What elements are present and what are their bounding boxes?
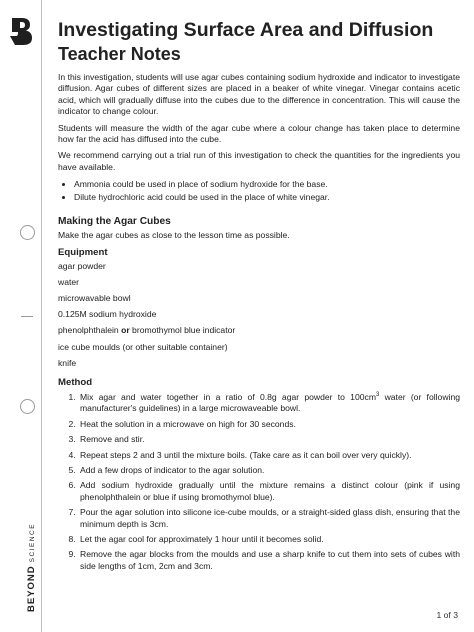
equipment-list	[58, 260, 460, 373]
step-text: Mix agar and water together in a ratio of 0.8g agar powder to 100cm	[80, 391, 376, 402]
method-step: 3. Remove and stir.	[78, 434, 460, 445]
document-title: Investigating Surface Area and Diffusion	[58, 19, 434, 41]
method-step: 6. Add sodium hydroxide gradually until the mixture remains a distinct colour (pink if using phenolphthalein or blue if using bromothymol blue).	[78, 480, 460, 503]
method-step: 2. Heat the solution in a microwave on high for 30 seconds.	[78, 419, 460, 430]
indicator-or: or	[121, 325, 130, 336]
method-step	[78, 392, 460, 415]
superscript: 3	[375, 392, 380, 399]
document-body	[58, 18, 460, 576]
method-step: 4. Repeat steps 2 and 3 until the mixture boils. (Take care as it can boil over very quickly).	[78, 450, 460, 461]
section-intro: Make the agar cubes as close to the lesson time as possible.	[58, 230, 290, 241]
list-item: • Dilute hydrochloric acid could be used in the place of white vinegar.	[74, 191, 460, 203]
indicator-text: bromothymol blue indicator	[129, 325, 236, 336]
intro-paragraph: Students will measure the width of the agar cube where a colour change has taken place to determine how far the acid has diffused into the cube.	[58, 122, 460, 145]
intro-paragraph: We recommend carrying out a trial run of this investigation to check the quantities for the ingredients you have available.	[58, 150, 460, 172]
notes-list	[58, 178, 460, 203]
brand-word-beyond: BEYOND	[26, 565, 37, 612]
list-item: knife	[58, 357, 77, 368]
binder-hole	[20, 399, 35, 414]
list-item: agar powder	[58, 260, 106, 271]
document-subtitle: Teacher Notes	[58, 44, 181, 64]
list-item: • Ammonia could be used in place of sodium hydroxide for the base.	[74, 178, 460, 190]
beyond-logo-icon	[8, 16, 34, 46]
method-list	[58, 392, 460, 572]
method-step: 5. Add a few drops of indicator to the agar solution.	[78, 465, 460, 476]
brand-word-science: SCIENCE	[29, 522, 36, 563]
equipment-heading: Equipment	[58, 246, 108, 258]
page-number: 1 of 3	[436, 610, 458, 620]
list-item: water	[58, 276, 80, 287]
step-text: water (or following manufacturer's guidelines) in a large microwaveable bowl.	[80, 391, 460, 414]
method-step: 8. Let the agar cool for approximately 1 hour until it becomes solid.	[78, 534, 460, 545]
section-heading: Making the Agar Cubes	[58, 216, 171, 228]
indicator-text: phenolphthalein	[58, 325, 122, 336]
binder-hole	[20, 225, 35, 240]
brand-vertical-text	[26, 523, 37, 612]
method-step: 9. Remove the agar blocks from the moulds and use a sharp knife to cut them into sets of cubes with side lengths of 1cm, 2cm and 3cm.	[78, 549, 460, 572]
method-heading: Method	[58, 376, 93, 388]
list-item	[58, 324, 460, 340]
fold-mark	[21, 316, 33, 317]
sidebar-divider	[41, 0, 42, 632]
list-item: ice cube moulds (or other suitable container)	[58, 341, 228, 352]
list-item: 0.125M sodium hydroxide	[58, 309, 157, 320]
list-item: microwavable bowl	[58, 293, 131, 304]
intro-paragraph: In this investigation, students will use agar cubes containing sodium hydroxide and indicator to investigate diffusion. Agar cubes of different sizes are placed in a beaker of white vinegar. Vinegar contains acetic acid, which will gradually diffuse into the cubes due to the difference in concentration. This will cause the indicator to change colour.	[58, 72, 460, 117]
method-step: 7. Pour the agar solution into silicone ice-cube moulds, or a straight-sided glass dish, ensuring that the minimum depth is 3cm.	[78, 507, 460, 530]
